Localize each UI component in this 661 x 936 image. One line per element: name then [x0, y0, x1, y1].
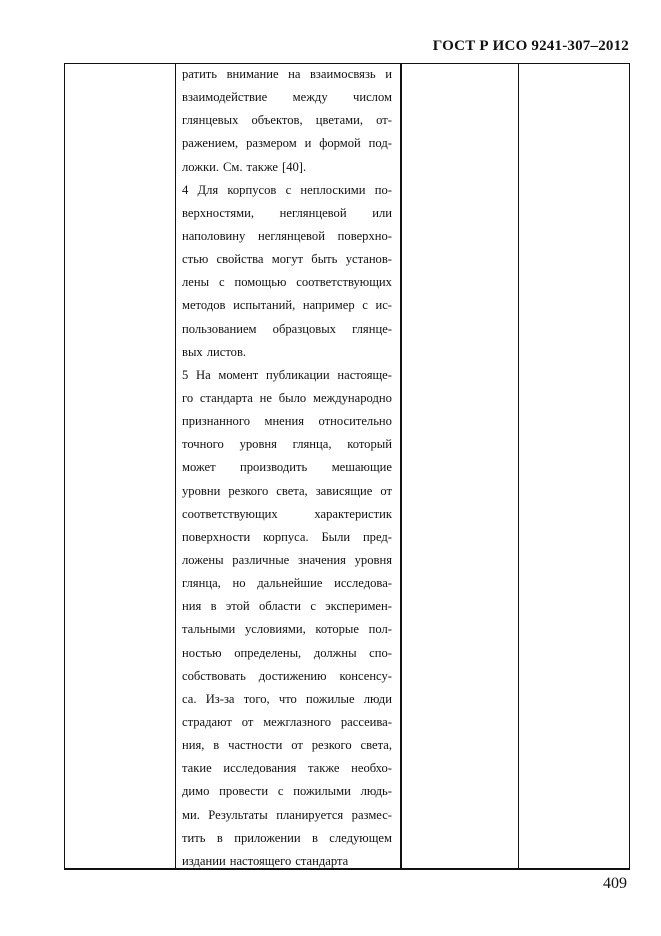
text-line: тальными условиями, которые пол-: [182, 622, 392, 637]
text-line: глянца, но дальнейшие исследова-: [182, 576, 392, 591]
text-line: ражением, размером и формой под-: [182, 136, 392, 151]
text-line: са. Из-за того, что пожилые люди: [182, 691, 392, 706]
text-line: издании настоящего стандарта: [182, 853, 349, 868]
text-line: уровни резкого света, зависящие от: [182, 483, 392, 498]
text-line: поверхности корпуса. Были пред-: [182, 529, 392, 544]
requirements-table: [64, 63, 630, 870]
text-line: пользованием образцовых глянце-: [182, 321, 392, 336]
text-line: вых листов.: [182, 344, 247, 359]
text-line: точного уровня глянца, который: [182, 437, 392, 452]
text-line: признанного мнения относительно: [182, 414, 392, 429]
text-line: такие исследования также необхо-: [182, 761, 392, 776]
text-line: стью свойства могут быть установ-: [182, 252, 392, 267]
text-line: го стандарта не было международно: [182, 390, 392, 405]
text-line: лены с помощью соответствующих: [182, 275, 392, 290]
text-line: 5 На момент публикации настояще-: [182, 367, 392, 382]
text-line: взаимодействие между числом: [182, 90, 392, 105]
text-line: ми. Результаты планируется размес-: [182, 807, 392, 822]
text-line: может производить мешающие: [182, 460, 392, 475]
text-line: ностью определены, должны спо-: [182, 645, 392, 660]
text-line: методов испытаний, например с ис-: [182, 298, 392, 313]
table-column-divider: [400, 63, 402, 868]
text-line: верхностями, неглянцевой или: [182, 205, 392, 220]
text-line: соответствующих характеристик: [182, 506, 392, 521]
text-line: глянцевых объектов, цветами, от-: [182, 113, 392, 128]
document-header-standard-code: ГОСТ Р ИСО 9241-307–2012: [432, 38, 629, 54]
text-line: ложки. См. также [40].: [182, 159, 307, 174]
text-line: ния, в частности от резкого света,: [182, 738, 392, 753]
table-column-divider: [175, 63, 176, 868]
text-line: ложены различные значения уровня: [182, 552, 392, 567]
table-cell-notes: [182, 63, 392, 873]
text-line: страдают от межглазного рассеива-: [182, 714, 392, 729]
page-number: 409: [603, 875, 627, 892]
text-line: собствовать достижению консенсу-: [182, 668, 392, 683]
text-line: 4 Для корпусов с неплоскими по-: [182, 182, 392, 197]
text-line: димо провести с пожилыми людь-: [182, 784, 392, 799]
table-column-divider: [518, 63, 519, 868]
text-line: ратить внимание на взаимосвязь и: [182, 67, 392, 81]
text-line: ния в этой области с эксперимен-: [182, 599, 392, 614]
text-line: тить в приложении в следующем: [182, 830, 392, 845]
text-line: наполовину неглянцевой поверхно-: [182, 228, 392, 243]
